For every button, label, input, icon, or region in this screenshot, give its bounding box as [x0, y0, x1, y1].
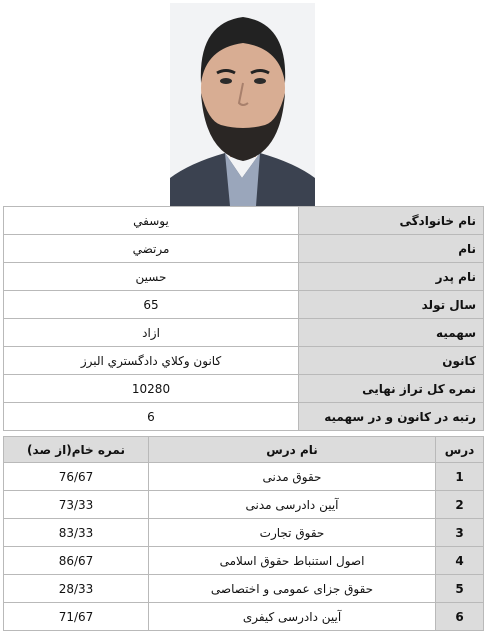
raw-score: 71/67 [4, 603, 149, 631]
profile-label: نام [299, 235, 484, 263]
raw-score: 86/67 [4, 547, 149, 575]
grade-row [4, 547, 484, 575]
profile-value: مرتضي [4, 235, 299, 263]
course-name: حقوق جزای عمومی و اختصاصی [149, 575, 436, 603]
course-name: آیین دادرسی مدنی [149, 491, 436, 519]
course-number: 4 [436, 547, 484, 575]
profile-row [4, 375, 484, 403]
profile-value: 65 [4, 291, 299, 319]
course-number: 5 [436, 575, 484, 603]
profile-row [4, 207, 484, 235]
profile-value: 10280 [4, 375, 299, 403]
header-raw-score: نمره خام(از صد) [4, 437, 149, 463]
profile-label: سهمیه [299, 319, 484, 347]
course-name: حقوق تجارت [149, 519, 436, 547]
grade-row [4, 519, 484, 547]
profile-value: حسين [4, 263, 299, 291]
grade-row [4, 491, 484, 519]
profile-label: نام خانوادگی [299, 207, 484, 235]
profile-label: نام پدر [299, 263, 484, 291]
raw-score: 83/33 [4, 519, 149, 547]
profile-row [4, 319, 484, 347]
profile-row [4, 347, 484, 375]
header-course-name: نام درس [149, 437, 436, 463]
course-name: آیین دادرسی کیفری [149, 603, 436, 631]
grade-row [4, 463, 484, 491]
course-number: 2 [436, 491, 484, 519]
grade-row [4, 575, 484, 603]
course-number: 1 [436, 463, 484, 491]
profile-value: ازاد [4, 319, 299, 347]
profile-label: رتبه در کانون و در سهمیه [299, 403, 484, 431]
course-name: حقوق مدنی [149, 463, 436, 491]
profile-row [4, 263, 484, 291]
raw-score: 73/33 [4, 491, 149, 519]
profile-row [4, 235, 484, 263]
grades-header-row [4, 437, 484, 463]
profile-label: کانون [299, 347, 484, 375]
raw-score: 76/67 [4, 463, 149, 491]
profile-value: 6 [4, 403, 299, 431]
photo-area [3, 3, 483, 206]
profile-value: يوسفي [4, 207, 299, 235]
grade-row [4, 603, 484, 631]
course-name: اصول استنباط حقوق اسلامی [149, 547, 436, 575]
profile-table [3, 206, 484, 431]
course-number: 6 [436, 603, 484, 631]
profile-label: سال تولد [299, 291, 484, 319]
profile-label: نمره کل تراز نهایی [299, 375, 484, 403]
course-number: 3 [436, 519, 484, 547]
profile-row [4, 403, 484, 431]
candidate-photo [170, 3, 315, 206]
candidate-card [3, 3, 483, 632]
header-course-number: درس [436, 437, 484, 463]
profile-value: كانون وكلاي دادگستري البرز [4, 347, 299, 375]
raw-score: 28/33 [4, 575, 149, 603]
grades-table [3, 436, 484, 631]
profile-row [4, 291, 484, 319]
